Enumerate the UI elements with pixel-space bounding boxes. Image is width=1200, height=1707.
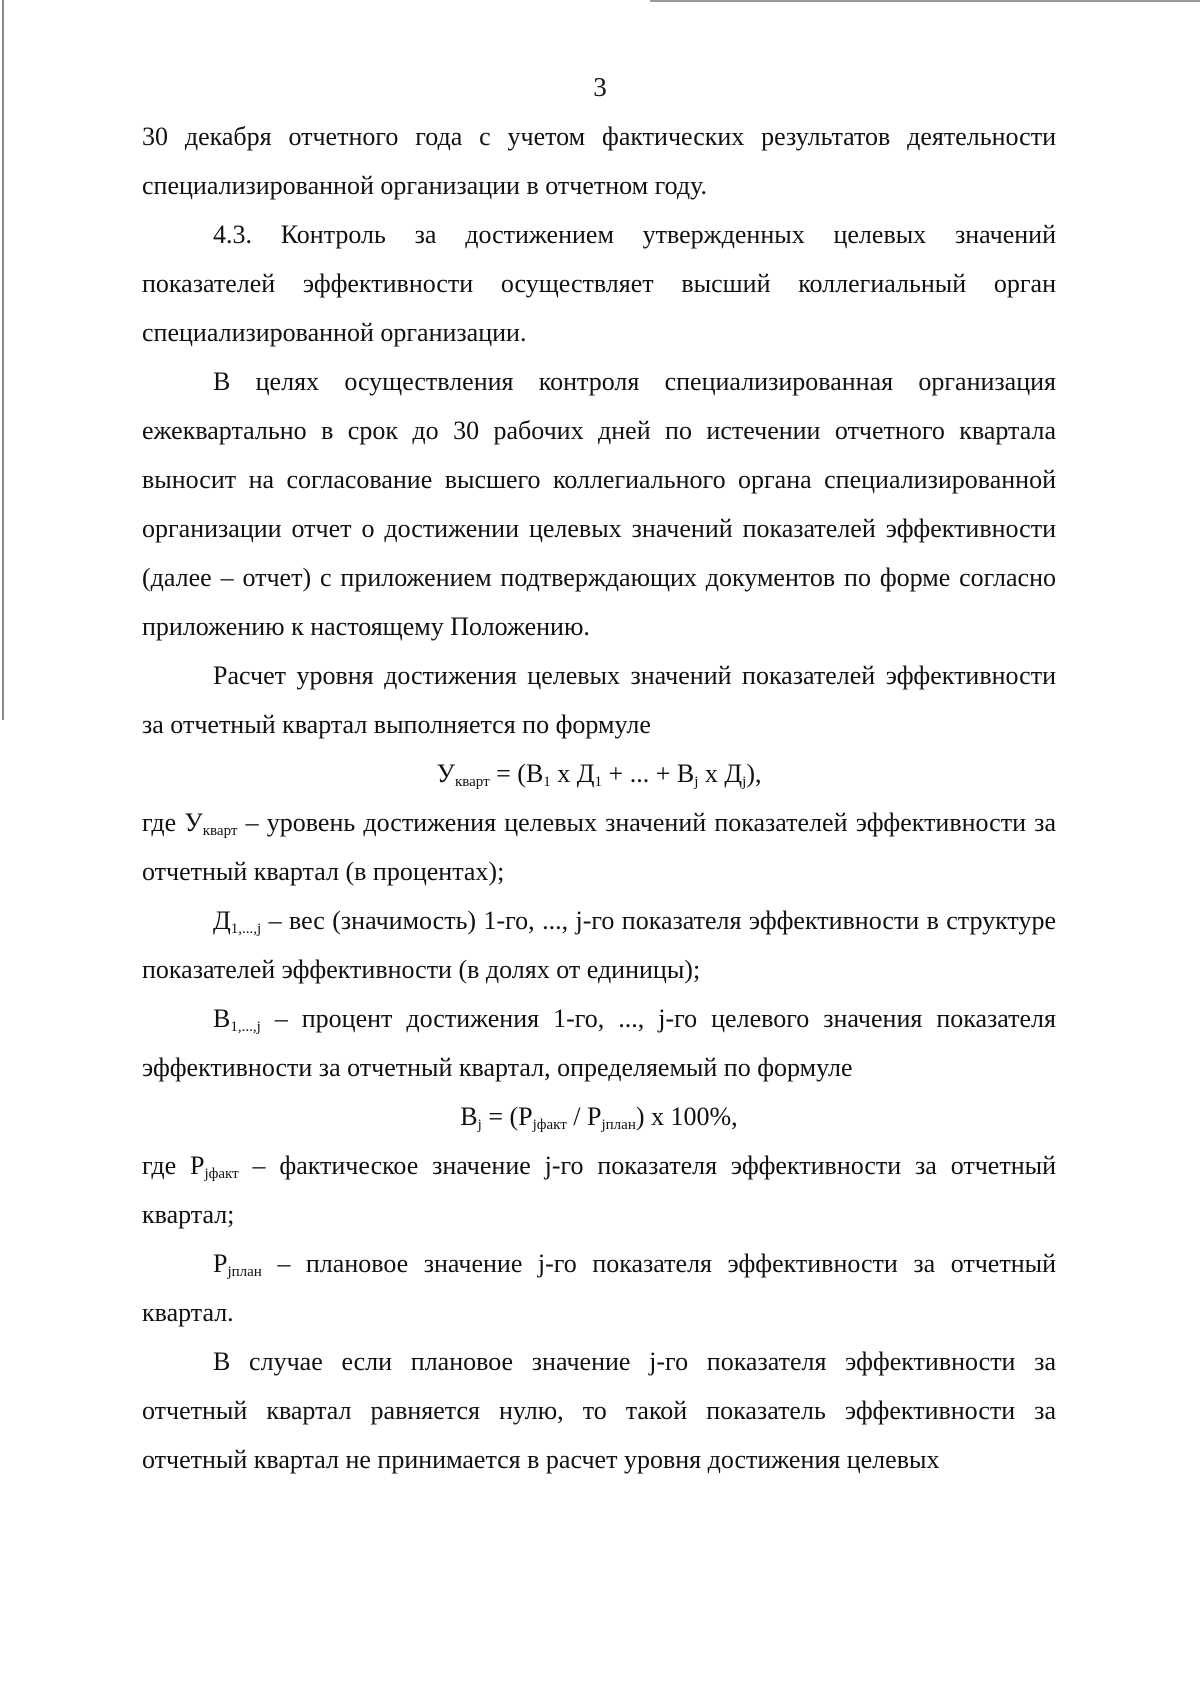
paragraph-calculation: Расчет уровня достижения целевых значений показателей эффективности за отчетный квартал выполняется по формуле xyxy=(142,661,1056,739)
paragraph-4-3: 4.3. Контроль за достижением утвержденных целевых значений показателей эффективности осуществляет высший коллегиальный орган специализированной организации. xyxy=(142,220,1056,347)
scan-margin-line xyxy=(2,0,4,720)
paragraph-control: В целях осуществления контроля специализированная организация ежеквартально в срок до 30 рабочих дней по истечении отчетного квартала выносит на согласование высшего коллегиального органа специализированной организации отчет о достижении целевых значений показателей эффективности (далее – отчет) с приложением подтверждающих документов по форме согласно приложению к настоящему Положению. xyxy=(142,367,1056,641)
formula-quarterly-level: $У_{кварт} = (В_1$ х $Д_1$ + ... + $В_j$ х $Д_j$), xyxy=(436,759,762,790)
definition-planned: $Р_{jплан}$ – плановое значение j-го показателя эффективности за отчетный квартал. xyxy=(142,1249,1056,1327)
scan-edge-line xyxy=(650,0,1200,2)
formula-target-percent: $В_j = (Р_{jфакт} / Р_{jплан})$ х 100%, xyxy=(460,1102,738,1133)
paragraph-continuation: 30 декабря отчетного года с учетом фактических результатов деятельности специализированной организации в отчетном году. xyxy=(142,122,1056,200)
document-body xyxy=(142,112,1056,1484)
page-number: 3 xyxy=(593,72,607,102)
definition-level: где $У_{кварт}$ – уровень достижения целевых значений показателей эффективности за отчетный квартал (в процентах); xyxy=(142,808,1056,886)
definition-percent: $В_{1,...,j}$ – процент достижения 1-го, ..., j-го целевого значения показателя эффективности за отчетный квартал, определяемый по формуле xyxy=(142,1004,1056,1082)
paragraph-zero-plan: В случае если плановое значение j-го показателя эффективности за отчетный квартал равняется нулю, то такой показатель эффективности за отчетный квартал не принимается в расчет уровня достижения целевых xyxy=(142,1347,1056,1474)
definition-weight: $Д_{1,...,j}$ – вес (значимость) 1-го, ..., j-го показателя эффективности в структуре показателей эффективности (в долях от единицы); xyxy=(142,906,1056,984)
definition-actual: где $Р_{jфакт}$ – фактическое значение j-го показателя эффективности за отчетный квартал; xyxy=(142,1151,1056,1229)
